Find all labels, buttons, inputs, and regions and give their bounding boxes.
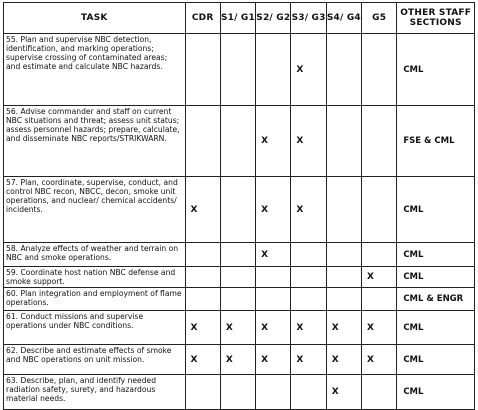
task-cell: 59. Coordinate host nation NBC defense and smoke support. — [4, 267, 186, 288]
s1-cell — [220, 267, 255, 288]
s1-cell — [220, 34, 255, 106]
g5-cell: X — [362, 311, 397, 345]
staff-responsibility-table — [3, 2, 475, 410]
s2-cell: X — [256, 345, 291, 375]
cdr-cell: X — [185, 311, 220, 345]
task-cell: 61. Conduct missions and supervise operations under NBC conditions. — [4, 311, 186, 345]
header-row — [4, 3, 475, 34]
g5-cell — [362, 34, 397, 106]
s3-cell: X — [291, 177, 326, 243]
header-s2: S2/ G2 — [256, 3, 291, 34]
g5-cell — [362, 106, 397, 177]
s4-cell — [326, 177, 361, 243]
task-cell: 56. Advise commander and staff on current NBC situations and threat; assess unit status; assess personnel hazards; prepare, calculate, and disseminate NBC reports/STRIKWARN. — [4, 106, 186, 177]
s2-cell: X — [256, 243, 291, 267]
s3-cell — [291, 375, 326, 410]
s2-cell — [256, 267, 291, 288]
other-cell: CML — [397, 311, 475, 345]
s1-cell — [220, 288, 255, 311]
cdr-cell — [185, 34, 220, 106]
s3-cell — [291, 243, 326, 267]
other-cell: CML — [397, 375, 475, 410]
s4-cell: X — [326, 345, 361, 375]
header-s4: S4/ G4 — [326, 3, 361, 34]
header-g5: G5 — [362, 3, 397, 34]
s4-cell — [326, 34, 361, 106]
g5-cell — [362, 243, 397, 267]
s3-cell: X — [291, 345, 326, 375]
s1-cell: X — [220, 311, 255, 345]
s1-cell — [220, 177, 255, 243]
s4-cell — [326, 267, 361, 288]
s1-cell — [220, 375, 255, 410]
header-cdr: CDR — [185, 3, 220, 34]
s3-cell: X — [291, 311, 326, 345]
cdr-cell — [185, 375, 220, 410]
g5-cell — [362, 288, 397, 311]
table-row — [4, 177, 475, 243]
s2-cell: X — [256, 106, 291, 177]
task-cell: 62. Describe and estimate effects of smoke and NBC operations on unit mission. — [4, 345, 186, 375]
cdr-cell — [185, 243, 220, 267]
task-cell: 63. Describe, plan, and identify needed radiation safety, surety, and hazardous material needs. — [4, 375, 186, 410]
other-cell: CML — [397, 243, 475, 267]
cdr-cell — [185, 106, 220, 177]
header-s1: S1/ G1 — [220, 3, 255, 34]
s4-cell — [326, 243, 361, 267]
header-s3: S3/ G3 — [291, 3, 326, 34]
s3-cell: X — [291, 106, 326, 177]
other-cell: CML & ENGR — [397, 288, 475, 311]
cdr-cell: X — [185, 177, 220, 243]
s4-cell — [326, 106, 361, 177]
s2-cell — [256, 375, 291, 410]
s1-cell: X — [220, 345, 255, 375]
g5-cell: X — [362, 345, 397, 375]
s4-cell — [326, 288, 361, 311]
cdr-cell: X — [185, 345, 220, 375]
s2-cell — [256, 34, 291, 106]
header-task: TASK — [4, 3, 186, 34]
task-cell: 57. Plan, coordinate, supervise, conduct, and control NBC recon, NBCC, decon, smoke unit operations, and nuclear/ chemical accidents/ incidents. — [4, 177, 186, 243]
s1-cell — [220, 106, 255, 177]
other-cell: CML — [397, 267, 475, 288]
table-row — [4, 345, 475, 375]
s1-cell — [220, 243, 255, 267]
g5-cell: X — [362, 267, 397, 288]
s2-cell — [256, 288, 291, 311]
g5-cell — [362, 375, 397, 410]
other-cell: FSE & CML — [397, 106, 475, 177]
table-row — [4, 243, 475, 267]
table-row — [4, 106, 475, 177]
s3-cell: X — [291, 34, 326, 106]
other-cell: CML — [397, 177, 475, 243]
task-cell: 60. Plan integration and employment of flame operations. — [4, 288, 186, 311]
other-cell: CML — [397, 345, 475, 375]
header-other: OTHER STAFF SECTIONS — [397, 3, 475, 34]
other-cell: CML — [397, 34, 475, 106]
s3-cell — [291, 267, 326, 288]
cdr-cell — [185, 288, 220, 311]
table-row — [4, 311, 475, 345]
s4-cell: X — [326, 311, 361, 345]
task-cell: 58. Analyze effects of weather and terrain on NBC and smoke operations. — [4, 243, 186, 267]
table-row — [4, 267, 475, 288]
s2-cell: X — [256, 177, 291, 243]
cdr-cell — [185, 267, 220, 288]
s3-cell — [291, 288, 326, 311]
table-row — [4, 375, 475, 410]
task-cell: 55. Plan and supervise NBC detection, identification, and marking operations; supervise crossing of contaminated areas; and estimate and calculate NBC hazards. — [4, 34, 186, 106]
table-row — [4, 288, 475, 311]
table-row — [4, 34, 475, 106]
g5-cell — [362, 177, 397, 243]
s4-cell: X — [326, 375, 361, 410]
s2-cell: X — [256, 311, 291, 345]
